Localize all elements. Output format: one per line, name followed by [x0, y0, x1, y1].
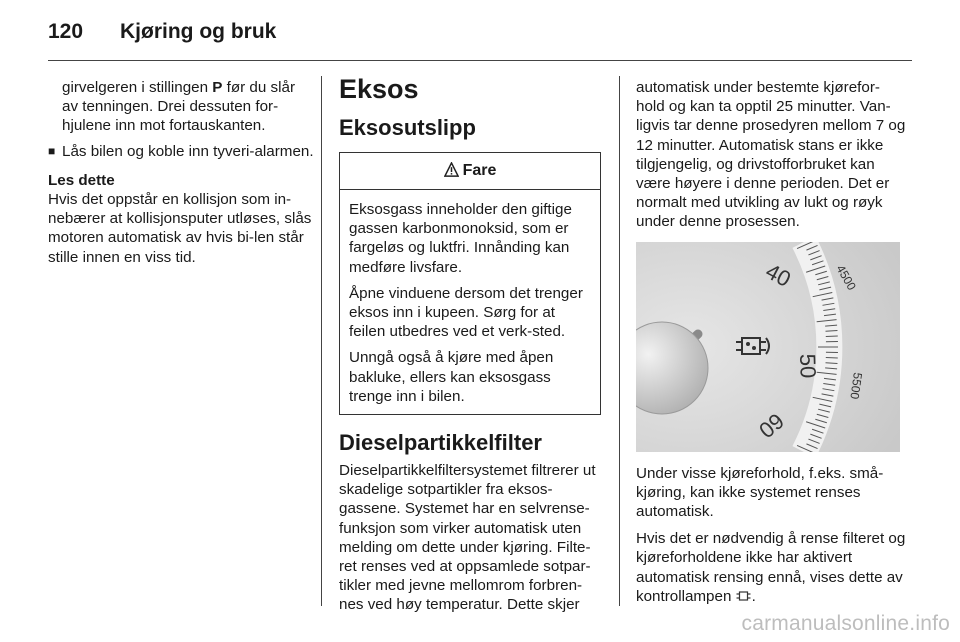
gauge-illustration	[636, 242, 900, 452]
rpm-label-4500: 4500	[833, 262, 859, 293]
column-divider-right	[619, 76, 620, 606]
rpm-label-5500: 5500	[847, 371, 865, 400]
page-header	[48, 20, 912, 46]
speed-label-60: 60	[754, 407, 789, 443]
column-1	[48, 78, 314, 267]
dial-tick	[826, 357, 838, 358]
subsection-heading: Eksosutslipp	[339, 115, 476, 140]
dial-tick	[826, 336, 838, 337]
warning-body	[340, 190, 600, 414]
column-3	[636, 78, 906, 606]
warning-header	[340, 153, 600, 190]
continued-paragraph: automatisk under bestemte kjørefor-hold og kan ta opptil 25 minutter. Van-ligvis tar denne prosedyren mellom 7 og 12 minutter. Automatisk stans er ikke tilgjengelig, og drivstofforbruket kan være høyere i denne perioden. Det er normalt med utvikling av lukt og røyk under denne prosessen.	[636, 79, 906, 231]
warning-box	[339, 152, 601, 415]
dpf-heading: Dieselpartikkelfilter	[339, 430, 542, 456]
continued-paragraph: girvelgeren i stillingen P før du slår av tenningen. Drei dessuten for-hjulene inn mot fortauskanten.	[62, 79, 296, 135]
paragraph: Hvis det er nødvendig å rense filteret og kjøreforholdene ikke har aktivert automatisk rensing ennå, vises dette av kontrollampen .	[636, 530, 906, 605]
list-item	[48, 142, 314, 161]
speed-label-40: 40	[761, 257, 796, 292]
watermark: carmanualsonline.info	[741, 612, 950, 635]
warning-label: Fare	[462, 162, 497, 179]
warning-paragraph: Unngå også å kjøre med åpen bakluke, ellers kan eksosgass trenge inn i bilen.	[349, 349, 554, 405]
warning-paragraph: Åpne vinduene dersom det trenger eksos inn i kupeen. Sørg for at feilen utbedres ved et verk-sted.	[349, 284, 583, 341]
chapter-title: Kjøring og bruk	[120, 20, 277, 43]
note-text: Hvis det oppstår en kollisjon som in-nebærer at kollisjonsputer utløses, slås motoren automatisk av hvis bi-len står stille innen en viss tid.	[48, 191, 312, 266]
list-item-text: Lås bilen og koble inn tyveri-alarmen.	[62, 142, 314, 160]
column-2	[339, 72, 605, 615]
warning-triangle-icon	[444, 162, 459, 177]
dpf-indicator-icon	[736, 589, 752, 603]
speed-label-50: 50	[795, 352, 821, 379]
paragraph: Under visse kjøreforhold, f.eks. små-kjøring, kan ikke systemet renses automatisk.	[636, 464, 884, 521]
gear-position-p: P	[212, 79, 223, 96]
section-heading: Eksos	[339, 74, 419, 104]
column-divider-left	[321, 76, 322, 606]
note-title: Les dette	[48, 171, 115, 189]
header-rule	[48, 60, 912, 61]
warning-paragraph: Eksosgass inneholder den giftige gassen karbonmonoksid, som er fargeløs og luktfri. Innånding kan medføre livsfare.	[349, 201, 572, 276]
page-number: 120	[48, 20, 84, 43]
dpf-paragraph: Dieselpartikkelfiltersystemet filtrerer ut skadelige sotpartikler fra eksos-gassene. Systemet har en selvrense-funksjon som virker automatisk uten melding om dette under kjøring. Filte-ret renses ved at oppsamlede sotpar-tikler med jevne mellomrom forbren-nes ved høy temperatur. Dette skjer	[339, 462, 596, 614]
instrument-cluster-image	[636, 242, 900, 452]
bullet-icon: ■	[48, 143, 56, 158]
